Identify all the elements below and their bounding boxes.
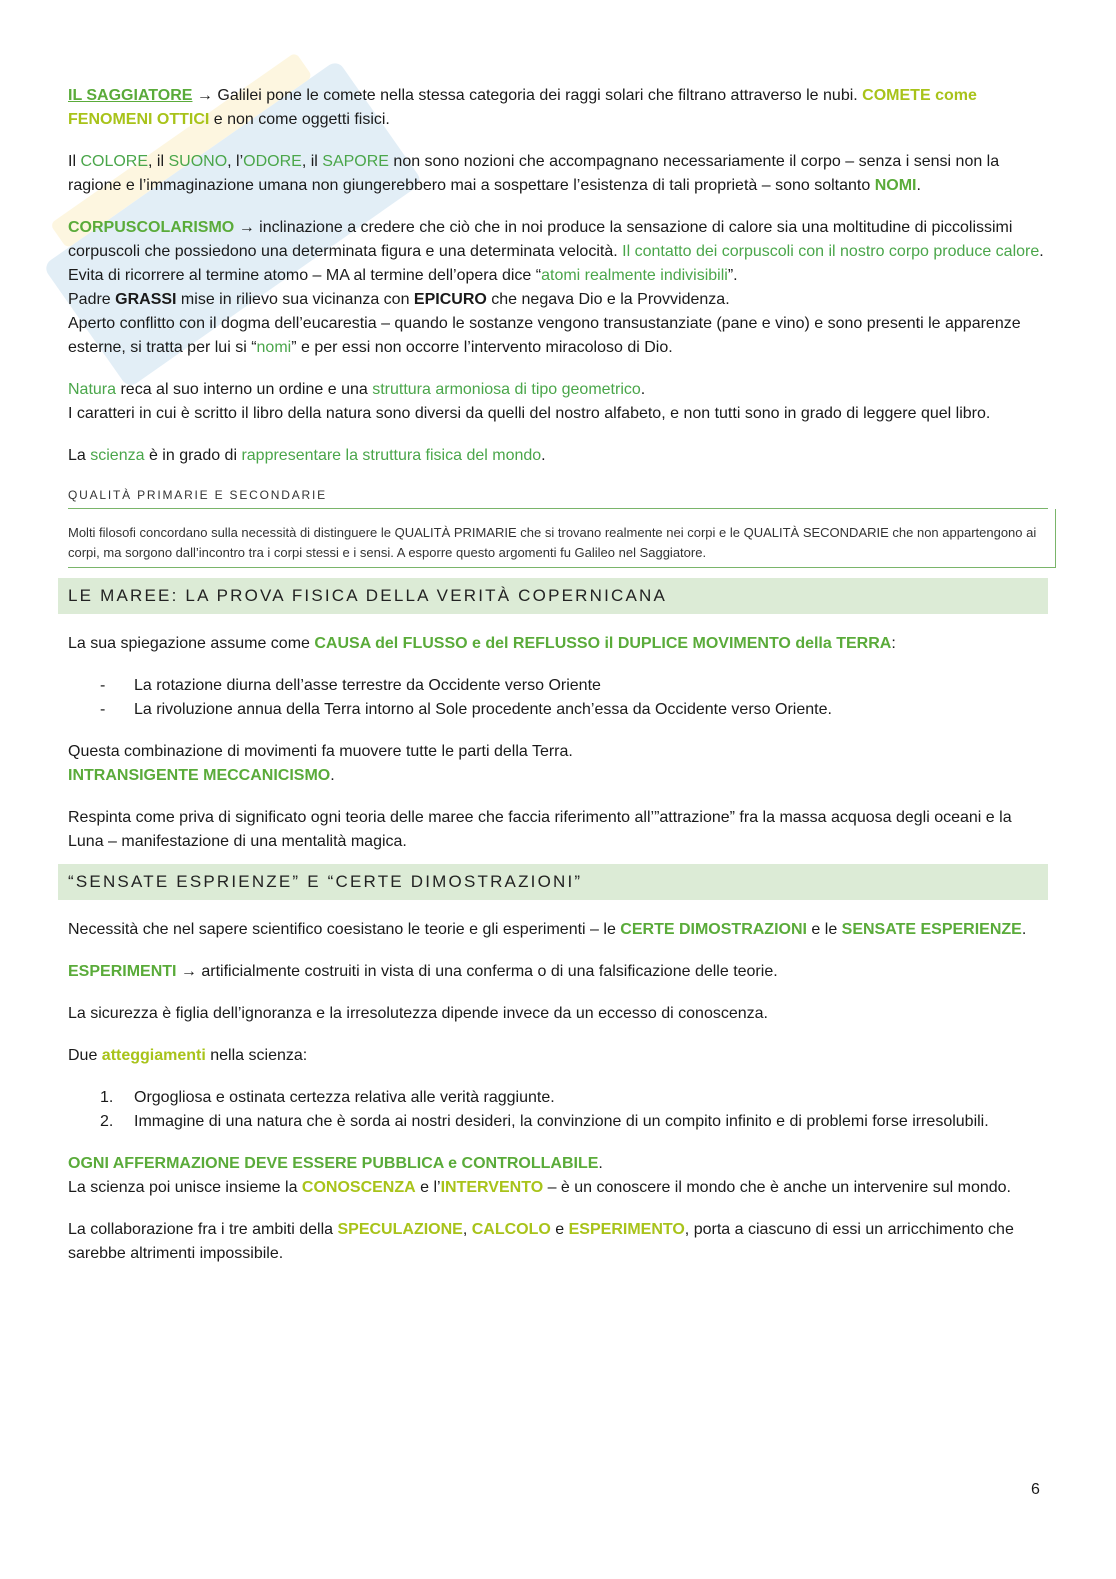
saggiatore-title: IL SAGGIATORE <box>68 87 193 104</box>
list-item: 1. Orgogliosa e ostinata certezza relativa alle verità raggiunte. <box>100 1089 555 1106</box>
caratteri-paragraph: I caratteri in cui è scritto il libro della natura sono diversi da quelli del nostro alfabeto, e non tutti sono in grado di leggere quel libro. <box>68 405 991 422</box>
comete-highlight: COMETE come FENOMENI OTTICI <box>68 87 977 128</box>
box-body: Molti filosofi concordano sulla necessità di distinguere le QUALITÀ PRIMARIE che si trovano realmente nei corpi e le QUALITÀ SECONDARIE che non appartengono ai corpi, ma sorgono dall’incontro tra i corpi stessi e i sensi. A esporre questo argomenti fu Galileo nel Saggiatore. <box>68 509 1056 568</box>
natura-paragraph: Natura reca al suo interno un ordine e una struttura armoniosa di tipo geometrico. <box>68 381 646 398</box>
combo-paragraph: Questa combinazione di movimenti fa muovere tutte le parti della Terra. <box>68 743 573 760</box>
arrow-icon: → <box>196 87 213 104</box>
list-item: - La rotazione diurna dell’asse terrestre da Occidente verso Oriente <box>100 677 601 694</box>
eucarestia-paragraph: Aperto conflitto con il dogma dell’eucarestia – quando le sostanze vengono transustanziate (pane e vino) e sono presenti le apparenze esterne, si tratta per lui si “nomi” e per essi non occorre l’intervento miracoloso di Dio. <box>68 315 1021 356</box>
collaborazione-paragraph: La collaborazione fra i tre ambiti della SPECULAZIONE, CALCOLO e ESPERIMENTO, porta a ciascuno di essi un arricchimento che sarebbe altrimenti impossibile. <box>68 1221 1014 1262</box>
corpuscolarismo-paragraph: CORPUSCOLARISMO → inclinazione a credere che ciò che in noi produce la sensazione di calore sia una moltitudine di piccolissimi corpuscoli che possiedono una determinata figura e una determinata velocità. Il contatto dei corpuscoli con il nostro corpo produce calore. Evita di ricorrere al termine atomo – MA al termine dell’opera dice “atomi realmente indivisibili”. <box>68 219 1044 284</box>
corpuscolarismo-title: CORPUSCOLARISMO <box>68 219 235 236</box>
causa-highlight: CAUSA del FLUSSO e del REFLUSSO il DUPLICE MOVIMENTO della TERRA <box>314 635 892 652</box>
arrow-icon: → <box>238 219 255 236</box>
grassi-paragraph: Padre GRASSI mise in rilievo sua vicinanza con EPICURO che negava Dio e la Provvidenza. <box>68 291 730 308</box>
maree-list <box>68 674 1048 722</box>
scienza-paragraph: La scienza è in grado di rappresentare la struttura fisica del mondo. <box>68 447 546 464</box>
list-item: - La rivoluzione annua della Terra intorno al Sole procedente anch’essa da Occidente verso Oriente. <box>100 701 832 718</box>
unisce-paragraph: La scienza poi unisce insieme la CONOSCENZA e l’INTERVENTO – è un conoscere il mondo che è anche un intervenire sul mondo. <box>68 1179 1011 1196</box>
arrow-icon: → <box>180 963 197 980</box>
page-number: 6 <box>1031 1481 1040 1498</box>
page-content <box>68 84 1048 1266</box>
saggiatore-paragraph: IL SAGGIATORE → Galilei pone le comete nella stessa categoria dei raggi solari che filtrano attraverso le nubi. COMETE come FENOMENI OTTICI e non come oggetti fisici. <box>68 87 977 128</box>
necessita-paragraph: Necessità che nel sapere scientifico coesistano le teorie e gli esperimenti – le CERTE DIMOSTRAZIONI e le SENSATE ESPERIENZE. <box>68 921 1027 938</box>
nomi-highlight: NOMI <box>874 177 917 194</box>
sicurezza-paragraph: La sicurezza è figlia dell’ignoranza e la irresolutezza dipende invece da un eccesso di conoscenza. <box>68 1005 768 1022</box>
atteggiamenti-paragraph: Due atteggiamenti nella scienza: <box>68 1047 308 1064</box>
section-heading-maree: LE MAREE: LA PROVA FISICA DELLA VERITÀ COPERNICANA <box>58 578 1048 614</box>
meccanicismo-paragraph: INTRANSIGENTE MECCANICISMO. <box>68 767 335 784</box>
ogni-paragraph: OGNI AFFERMAZIONE DEVE ESSERE PUBBLICA e CONTROLLABILE. <box>68 1155 603 1172</box>
section-heading-sensate: “SENSATE ESPRIENZE” E “CERTE DIMOSTRAZIONI” <box>58 864 1048 900</box>
colore-paragraph: Il COLORE, il SUONO, l’ODORE, il SAPORE non sono nozioni che accompagnano necessariamente il corpo – senza i sensi non la ragione e l’immaginazione umana non giungerebbero mai a sospettare l’esistenza di tali proprietà – sono soltanto NOMI. <box>68 153 1000 194</box>
maree-intro: La sua spiegazione assume come CAUSA del FLUSSO e del REFLUSSO il DUPLICE MOVIMENTO della TERRA: <box>68 635 896 652</box>
esperimenti-paragraph: ESPERIMENTI → artificialmente costruiti in vista di una conferma o di una falsificazione delle teorie. <box>68 963 778 980</box>
list-item: 2. Immagine di una natura che è sorda ai nostri desideri, la convinzione di un compito infinito e di problemi forse irresolubili. <box>100 1113 989 1130</box>
atteggiamenti-list <box>68 1086 1048 1134</box>
respinta-paragraph: Respinta come priva di significato ogni teoria delle maree che faccia riferimento all’”attrazione” fra la massa acquosa degli oceani e la Luna – manifestazione di una mentalità magica. <box>68 809 1012 850</box>
box-title: QUALITÀ PRIMARIE E SECONDARIE <box>68 484 1048 509</box>
